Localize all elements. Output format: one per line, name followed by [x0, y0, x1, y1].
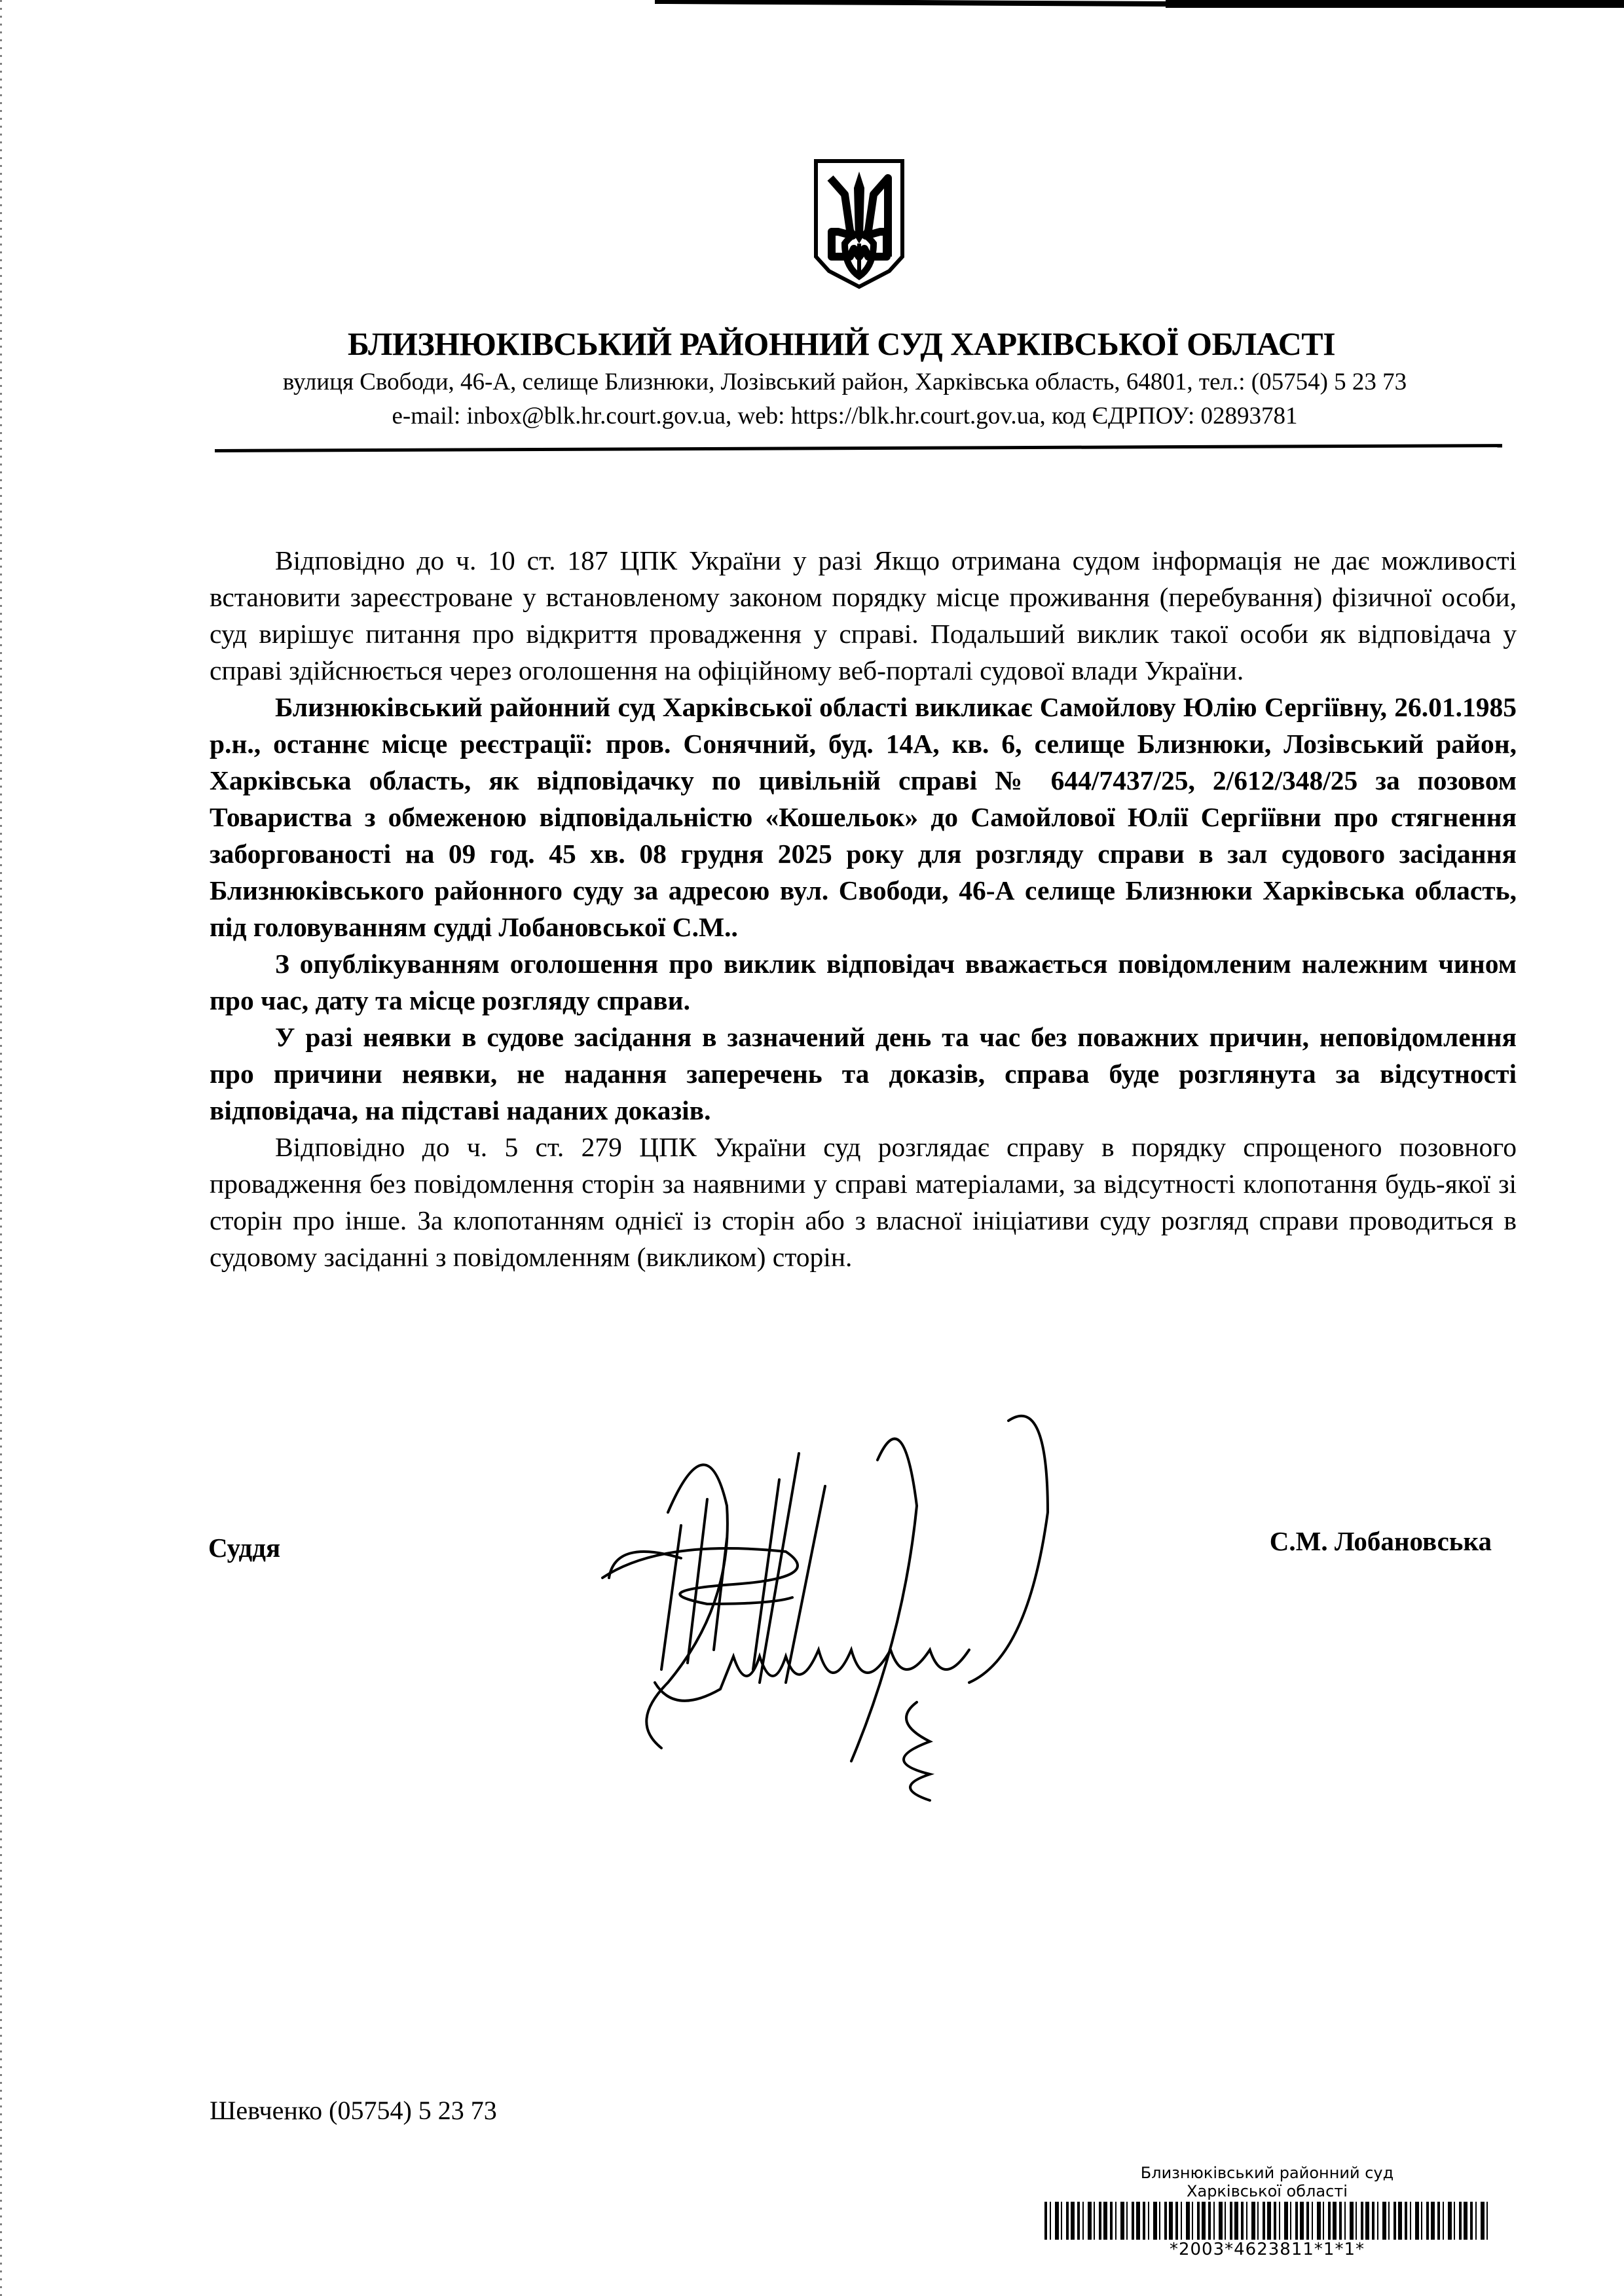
- executor-contact: Шевченко (05754) 5 23 73: [210, 2096, 497, 2125]
- stamp-region: Харківської області: [1187, 2182, 1348, 2200]
- barcode-stamp: [1041, 2164, 1493, 2259]
- scan-artifact-top-right: [1166, 0, 1624, 8]
- handwritten-signature-icon: [511, 1408, 1139, 1813]
- letterhead: [0, 322, 1624, 433]
- judge-label: Суддя: [208, 1533, 281, 1563]
- judge-name: С.М. Лобановська: [1269, 1526, 1492, 1556]
- court-title: БЛИЗНЮКІВСЬКИЙ РАЙОННИЙ СУД ХАРКІВСЬКОЇ ОБЛАСТІ: [347, 325, 1336, 362]
- barcode-number: *2003*4623811*1*1*: [1169, 2240, 1365, 2259]
- header-divider: [215, 444, 1502, 452]
- stamp-court-name: Близнюківський районний суд: [1140, 2164, 1394, 2182]
- court-contacts: e-mail: inbox@blk.hr.court.gov.ua, web: https://blk.hr.court.gov.ua, код ЄДРПОУ: 02893781: [392, 403, 1298, 429]
- paragraph-summons: Близнюківський районний суд Харківської області викликає Самойлову Юлію Сергіївну, 26.01.1985 р.н., останнє місце реєстрації: пров. Сонячний, буд. 14А, кв. 6, селище Близнюки, Лозівський район, Харківська область, як відповідачку по цивільній справі № 644/7437/25, 2/612/348/25 за позовом Товариства з обмеженою відповідальністю «Кошельок» до Самойлової Юлії Сергіївни про стягнення заборгованості на 09 год. 45 хв. 08 грудня 2025 року для розгляду справи в зал судового засідання Близнюківського районного суду за адресою вул. Свободи, 46-А селище Близнюки Харківська область, під головуванням судді Лобановської С.М..: [210, 692, 1517, 942]
- paragraph-notification: З опублікуванням оголошення про виклик відповідач вважається повідомленим належним чином про час, дату та місце розгляду справи.: [210, 949, 1517, 1015]
- paragraph-simplified-procedure: Відповідно до ч. 5 ст. 279 ЦПК України суд розглядає справу в порядку спрощеного позовного провадження без повідомлення сторін за наявними у справі матеріалами, за відсутності клопотання будь-якої зі сторін про інше. За клопотанням однієї із сторін або з власної ініціативи суду розгляд справи проводиться в судовому засіданні з повідомленням (викликом) сторін.: [210, 1132, 1517, 1272]
- signature-block: [208, 1525, 1492, 1578]
- coat-of-arms-icon: [812, 158, 906, 289]
- court-address: вулиця Свободи, 46-А, селище Близнюки, Лозівський район, Харківська область, 64801, тел.: (05754) 5 23 73: [282, 369, 1407, 395]
- paragraph-non-appearance: У разі неявки в судове засідання в зазначений день та час без поважних причин, неповідомлення про причини неявки, не надання заперечень та доказів, справа буде розглянута за відсутності відповідача, на підставі наданих доказів.: [210, 1022, 1517, 1125]
- barcode-icon: [1044, 2202, 1490, 2240]
- notice-body: [210, 542, 1517, 1275]
- paragraph-legal-basis: Відповідно до ч. 10 ст. 187 ЦПК України у разі Якщо отримана судом інформація не дає можливості встановити зареєстроване у встановленому законом порядку місце проживання (перебування) фізичної особи, суд вирішує питання про відкриття провадження у справі. Подальший виклик такої особи як відповідача у справі здійснюється через оголошення на офіційному веб-порталі судової влади України.: [210, 545, 1517, 685]
- scan-artifact-top: [655, 0, 1166, 7]
